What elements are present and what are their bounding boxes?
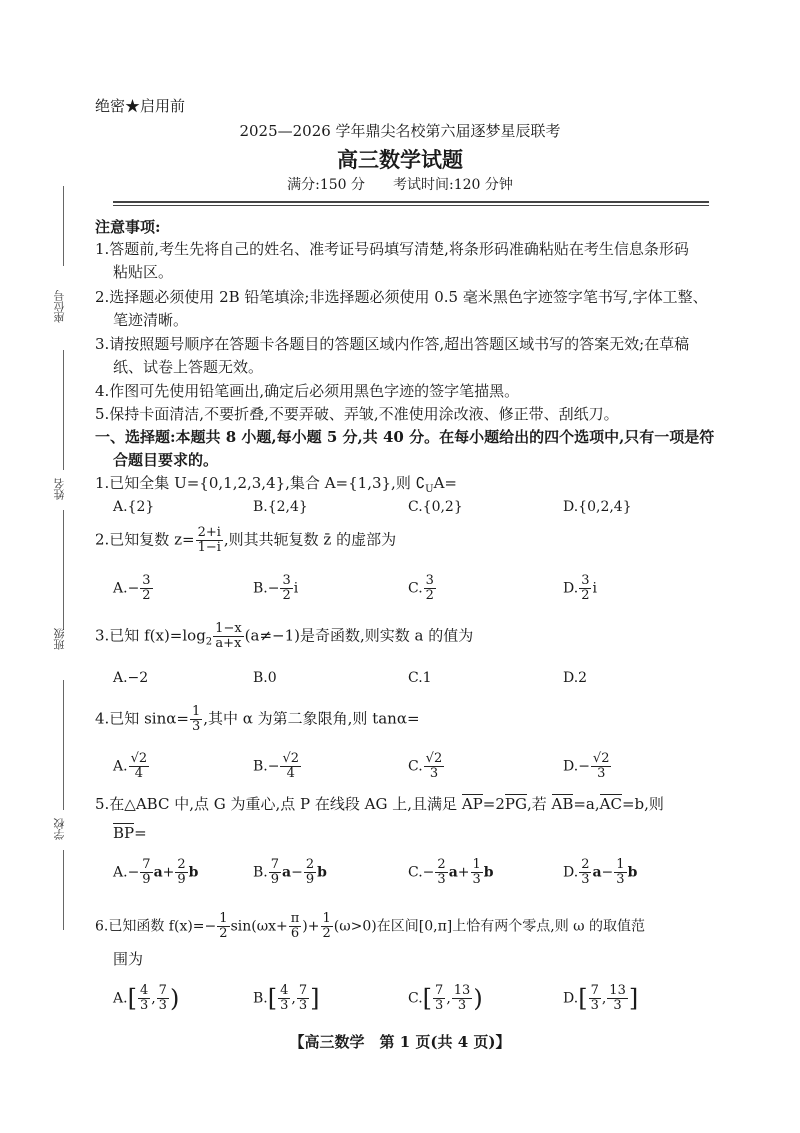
left-bracket: [ <box>267 984 278 1013</box>
section-heading: 一、选择题:本题共 8 小题,每小题 5 分,共 40 分。在每小题给出的四个选项中,只有一项是符 <box>95 428 715 446</box>
q3-log-base: 2 <box>205 636 213 648</box>
margin-line <box>63 186 64 266</box>
fraction-denominator: 9 <box>142 872 151 887</box>
fraction-denominator: 3 <box>457 998 467 1013</box>
q3-option-c: C.1 <box>408 670 432 686</box>
option-label: D. <box>563 990 579 1007</box>
option-sign: − <box>422 864 435 881</box>
fraction-numerator: 3 <box>142 573 151 588</box>
q6-fraction-1 <box>217 912 229 941</box>
vector-a: a <box>448 864 458 881</box>
option-label: C. <box>408 758 423 775</box>
margin-line <box>63 510 64 630</box>
fraction-denominator: 3 <box>616 872 625 887</box>
fraction-denominator: 3 <box>437 872 446 887</box>
fraction-denominator: 2 <box>322 926 331 941</box>
q6-option-a: A.[ $\frac{4}{3}$ , $\frac{7}{3}$ ) <box>113 983 180 1013</box>
question-5-stem <box>95 797 664 812</box>
vector-b: b <box>188 864 199 881</box>
option-sign: − <box>267 758 280 775</box>
option-sign: − <box>127 580 140 597</box>
vector-a: a <box>592 864 602 881</box>
q1-option-c: C.{0,2} <box>408 499 463 515</box>
name-label: 姓名 <box>53 478 66 500</box>
q3-stem-b: (a≠−1)是奇函数,则实数 a 的值为 <box>244 626 474 645</box>
option-label: B. <box>253 864 268 881</box>
confidential-label: 绝密★启用前 <box>95 97 186 115</box>
fraction-numerator: 7 <box>270 857 280 872</box>
fraction-numerator: 2 <box>437 857 446 872</box>
q1-option-d: D.{0,2,4} <box>563 499 632 515</box>
fraction-numerator: 4 <box>139 983 149 998</box>
q6-option-c: C.[ $\frac{7}{3}$ , $\frac{13}{3}$ ) <box>408 983 483 1013</box>
option-fraction <box>269 858 281 887</box>
margin-line <box>63 850 64 930</box>
option-label: C. <box>408 864 423 881</box>
option-fraction <box>433 984 445 1013</box>
option-label: C. <box>408 990 423 1007</box>
option-fraction <box>129 752 150 781</box>
option-fraction <box>591 752 612 781</box>
option-label: A. <box>113 580 128 597</box>
school-label: 学校 <box>53 818 66 840</box>
fraction-numerator: 1 <box>616 857 625 872</box>
q1-stem-end: A= <box>433 474 457 492</box>
fraction-denominator: 4 <box>286 766 295 781</box>
q5-stem-a: 5.在△ABC 中,点 G 为重心,点 P 在线段 AG 上,且满足 <box>95 795 462 813</box>
fraction-denominator: 2 <box>142 588 151 603</box>
question-6-stem-cont: 围为 <box>113 950 144 968</box>
fraction-denominator: 3 <box>191 719 201 734</box>
fraction-denominator: 2 <box>282 588 291 603</box>
option-fraction <box>280 574 292 603</box>
right-bracket: ) <box>473 984 483 1013</box>
fraction-numerator: 3 <box>425 573 434 588</box>
option-sign: − <box>291 864 303 881</box>
q5-mid: ,若 <box>526 795 552 813</box>
fraction-numerator: π <box>290 911 300 926</box>
option-fraction <box>140 574 152 603</box>
right-bracket: ] <box>310 984 320 1013</box>
option-label: B. <box>253 580 268 597</box>
q2-stem-b: ,则其共轭复数 z̄ 的虚部为 <box>223 530 397 549</box>
q5-line2-end: = <box>134 824 147 842</box>
fraction-numerator: √2 <box>425 751 443 766</box>
vector-ac: AC <box>599 795 622 813</box>
q5-e2: =b,则 <box>621 795 664 813</box>
q4-option-a <box>113 752 150 781</box>
right-bracket: ) <box>169 984 180 1013</box>
option-label: B. <box>253 758 268 775</box>
q3-stem-a: 3.已知 f(x)=log <box>95 626 206 645</box>
vector-b: b <box>317 864 327 881</box>
fraction-denominator: 9 <box>305 872 315 887</box>
fraction-numerator: √2 <box>592 751 610 766</box>
vector-bp: BP <box>113 824 135 842</box>
fraction-denominator: 3 <box>590 998 599 1013</box>
q1-subscript: U <box>425 484 434 495</box>
fraction-denominator: 3 <box>280 998 289 1013</box>
question-1-stem <box>95 476 457 497</box>
subject-title: 高三数学试题 <box>337 147 463 172</box>
exam-title: 2025—2026 学年鼎尖名校第六届逐梦星辰联考 <box>239 122 561 140</box>
q6-stem-a: 6.已知函数 f(x)=− <box>95 918 217 935</box>
q2-option-a <box>113 574 154 603</box>
fraction-numerator: √2 <box>282 751 300 766</box>
fraction-denominator: 3 <box>139 998 149 1013</box>
q6-fraction-2 <box>289 912 302 941</box>
notice-line: 1.答题前,考生先将自己的姓名、准考证号码填写清楚,将条形码准确粘贴在考生信息条形码 <box>95 240 689 258</box>
q4-stem-a: 4.已知 sinα= <box>95 709 189 728</box>
option-fraction <box>452 984 473 1013</box>
fraction-denominator: 1−i <box>197 540 221 555</box>
fraction-numerator: 1 <box>322 911 331 926</box>
fraction-numerator: 1 <box>219 911 228 926</box>
margin-line <box>63 680 64 810</box>
option-suffix: i <box>293 580 299 597</box>
fraction-denominator: 9 <box>177 872 186 887</box>
fraction-numerator: 13 <box>453 983 471 998</box>
fraction-denominator: 3 <box>613 998 622 1013</box>
left-bracket: [ <box>422 984 433 1013</box>
option-label: D. <box>563 580 579 597</box>
left-bracket: [ <box>578 984 588 1013</box>
q1-stem-text: 1.已知全集 U={0,1,2,3,4},集合 A={1,3},则 ∁ <box>95 474 426 492</box>
option-fraction <box>435 858 447 887</box>
fraction-denominator: 4 <box>134 766 143 781</box>
notice-line: 笔迹清晰。 <box>113 311 189 329</box>
fraction-denominator: 2 <box>219 926 228 941</box>
q5-option-c <box>408 858 494 887</box>
option-fraction <box>424 752 445 781</box>
notice-line: 5.保持卡面清洁,不要折叠,不要弄破、弄皱,不准使用涂改液、修正带、刮纸刀。 <box>95 405 619 423</box>
fraction-denominator: 6 <box>290 926 300 941</box>
question-6-stem <box>95 912 645 941</box>
fraction-numerator: 2 <box>305 857 315 872</box>
left-bracket: [ <box>127 984 137 1013</box>
option-sign: + <box>162 864 175 881</box>
fraction-denominator: 3 <box>158 998 167 1013</box>
notice-line: 粘贴区。 <box>113 263 174 281</box>
q4-fraction <box>190 705 202 734</box>
q6-sin-b: )+ <box>302 918 320 935</box>
q5-option-d <box>563 858 637 887</box>
vector-ab: AB <box>551 795 574 813</box>
option-sign: − <box>267 580 280 597</box>
option-fraction <box>304 858 316 887</box>
option-fraction <box>138 984 150 1013</box>
option-fraction <box>471 858 483 887</box>
fraction-numerator: 1 <box>472 857 481 872</box>
option-fraction <box>280 752 301 781</box>
fraction-numerator: 2 <box>581 857 590 872</box>
fraction-numerator: 1−x <box>215 621 242 636</box>
notice-heading: 注意事项: <box>95 218 161 236</box>
fraction-numerator: √2 <box>130 751 148 766</box>
option-fraction <box>579 574 591 603</box>
option-suffix: i <box>592 580 597 597</box>
fraction-numerator: 7 <box>142 857 151 872</box>
option-label: D. <box>563 758 579 775</box>
q5-eq: =2 <box>482 795 505 813</box>
q3-fraction <box>213 622 244 651</box>
q3-option-b: B.0 <box>253 670 277 686</box>
option-sign: − <box>578 758 590 775</box>
option-label: A. <box>113 864 128 881</box>
fraction-denominator: 3 <box>597 766 606 781</box>
q2-stem-a: 2.已知复数 z= <box>95 530 195 549</box>
fraction-denominator: 2 <box>425 588 434 603</box>
page-footer: 【高三数学 第 1 页(共 4 页)】 <box>289 1033 511 1051</box>
q4-option-c <box>408 752 445 781</box>
option-fraction <box>278 984 290 1013</box>
q2-fraction <box>196 526 223 555</box>
q6-sin-a: sin(ωx+ <box>230 918 288 935</box>
fraction-numerator: 7 <box>435 983 444 998</box>
q6-option-d: D.[ $\frac{7}{3}$ , $\frac{13}{3}$ ] <box>563 983 639 1013</box>
fraction-numerator: 3 <box>282 573 291 588</box>
q5-option-b <box>253 858 327 887</box>
option-label: A. <box>113 758 128 775</box>
fraction-numerator: 13 <box>609 983 626 998</box>
right-bracket: ] <box>628 984 639 1013</box>
seat-label: 座位号 <box>53 290 66 323</box>
fraction-numerator: 2+i <box>197 525 221 540</box>
option-fraction <box>607 984 628 1013</box>
option-fraction <box>140 858 152 887</box>
option-label: D. <box>563 864 579 881</box>
q3-option-d: D.2 <box>563 670 588 686</box>
option-label: C. <box>408 580 423 597</box>
option-fraction <box>579 858 591 887</box>
q4-stem-b: ,其中 α 为第二象限角,则 tanα= <box>203 709 420 728</box>
class-label: 班级 <box>53 628 66 650</box>
vector-b: b <box>483 864 494 881</box>
q2-option-b <box>253 574 298 603</box>
option-fraction <box>157 984 169 1013</box>
fraction-denominator: 9 <box>270 872 280 887</box>
vector-pg: PG <box>504 795 527 813</box>
q1-option-a: A.{2} <box>113 499 155 515</box>
question-3-stem <box>95 622 473 651</box>
option-fraction <box>614 858 626 887</box>
header-rule-thin <box>113 205 709 206</box>
option-sign: − <box>127 864 140 881</box>
q6-stem-b: (ω>0)在区间[0,π]上恰有两个零点,则 ω 的取值范 <box>333 918 646 935</box>
fraction-denominator: 3 <box>472 872 481 887</box>
q2-option-c <box>408 574 437 603</box>
fraction-numerator: 2 <box>177 857 186 872</box>
fraction-denominator: 3 <box>581 872 590 887</box>
margin-line <box>63 350 64 470</box>
option-fraction <box>297 984 309 1013</box>
question-4-stem <box>95 705 420 734</box>
option-label: A. <box>113 990 128 1007</box>
fraction-denominator: 3 <box>429 766 439 781</box>
fraction-denominator: 3 <box>435 998 444 1013</box>
vector-a: a <box>153 864 163 881</box>
q4-option-b <box>253 752 302 781</box>
header-rule <box>113 201 709 203</box>
notice-line: 4.作图可先使用铅笔画出,确定后必须用黑色字迹的签字笔描黑。 <box>95 382 520 400</box>
option-sign: − <box>601 864 614 881</box>
notice-line: 3.请按照题号顺序在答题卡各题目的答题区域内作答,超出答题区域书写的答案无效;在草稿 <box>95 335 690 353</box>
q6-option-b: B.[ $\frac{4}{3}$ , $\frac{7}{3}$ ] <box>253 983 320 1013</box>
option-fraction <box>175 858 187 887</box>
vector-ap: AP <box>461 795 483 813</box>
fraction-numerator: 1 <box>191 704 201 719</box>
q1-option-b: B.{2,4} <box>253 499 308 515</box>
fraction-numerator: 7 <box>158 983 167 998</box>
fraction-denominator: a+x <box>215 636 242 651</box>
fraction-numerator: 3 <box>581 573 590 588</box>
fraction-numerator: 7 <box>298 983 308 998</box>
q4-option-d <box>563 752 612 781</box>
fraction-numerator: 7 <box>590 983 599 998</box>
section-heading-cont: 合题目要求的。 <box>113 451 219 469</box>
fraction-denominator: 2 <box>581 588 590 603</box>
question-2-stem <box>95 526 396 555</box>
exam-meta: 满分:150 分 考试时间:120 分钟 <box>287 177 513 193</box>
option-fraction <box>589 984 601 1013</box>
fraction-numerator: 4 <box>280 983 289 998</box>
option-label: B. <box>253 990 268 1007</box>
vector-b: b <box>627 864 638 881</box>
q2-option-d <box>563 574 597 603</box>
notice-line: 2.选择题必须使用 2B 铅笔填涂;非选择题必须使用 0.5 毫米黑色字迹签字笔书写,字体工整、 <box>95 288 708 306</box>
notice-line: 纸、试卷上答题无效。 <box>113 358 264 376</box>
vector-a: a <box>282 864 292 881</box>
option-fraction <box>424 574 436 603</box>
q5-e1: =a, <box>573 795 600 813</box>
question-5-stem-cont <box>113 826 147 841</box>
q3-option-a: A.−2 <box>113 670 149 686</box>
q6-fraction-3 <box>321 912 333 941</box>
fraction-denominator: 3 <box>298 998 308 1013</box>
option-sign: + <box>457 864 470 881</box>
q5-option-a <box>113 858 198 887</box>
